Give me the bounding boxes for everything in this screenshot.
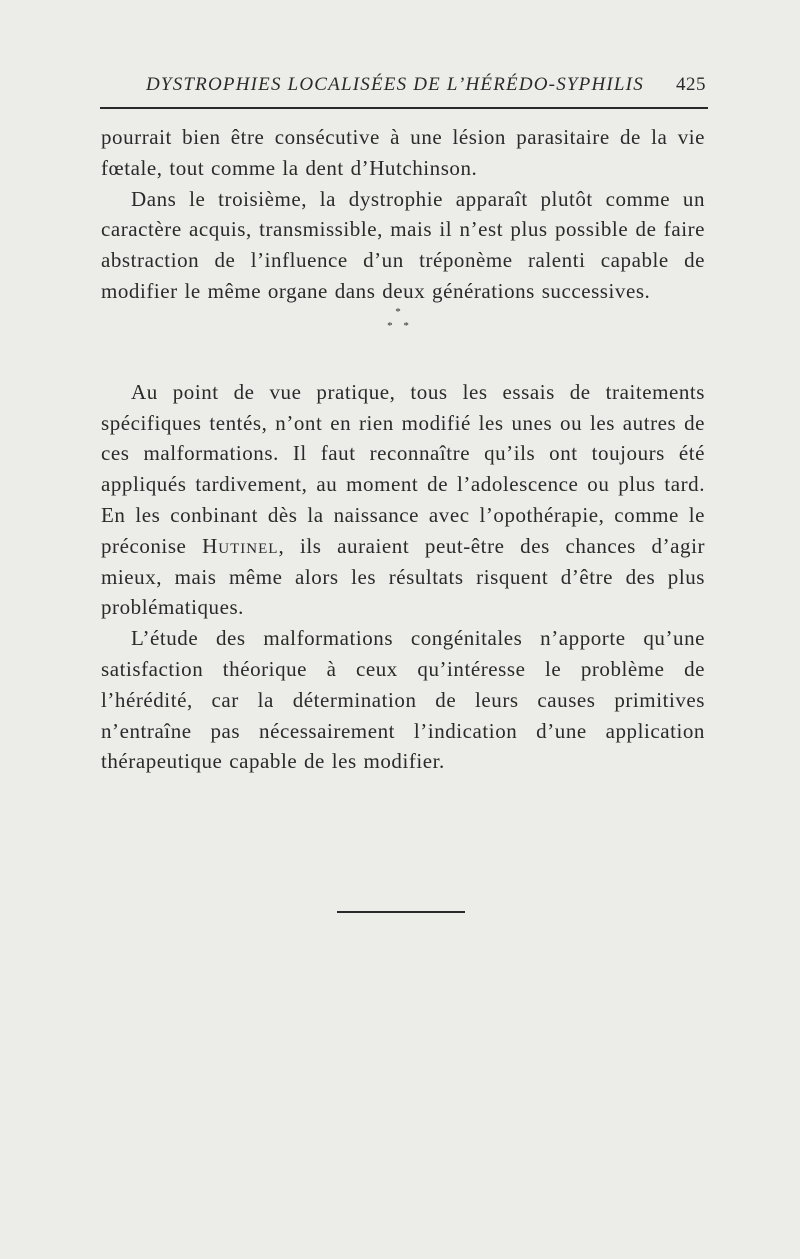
running-title: DYSTROPHIES LOCALISÉES DE L’HÉRÉDO-SYPHILIS bbox=[146, 74, 644, 95]
paragraph-conclusion: L’étude des malformations congénitales n’apporte qu’une satisfaction théorique à ceux qu’intéresse le problème de l’hérédité, car la détermination de leurs causes primitives n’entraîne pas nécessairement l’indication d’une application thérapeutique capable de les modifier. bbox=[101, 626, 705, 774]
body-text bbox=[101, 122, 705, 777]
running-head bbox=[100, 74, 710, 106]
paragraph-continuation: pourrait bien être consécutive à une lésion parasitaire de la vie fœtale, tout comme la dent d’Hutchinson. bbox=[101, 125, 705, 180]
end-rule bbox=[337, 911, 465, 913]
paragraph-practical-view bbox=[101, 377, 705, 623]
header-rule bbox=[100, 107, 708, 109]
paragraph-third-case: Dans le troisième, la dystrophie apparaît plutôt comme un caractère acquis, transmissible, mais il n’est plus possible de faire abstraction de l’influence d’un tréponème ralenti capable de modifier le même organe dans deux générations successives. bbox=[101, 186, 705, 303]
asterism-top-star: * bbox=[395, 306, 405, 318]
asterism-bottom-stars: * * bbox=[387, 320, 413, 332]
author-name: Hutinel bbox=[202, 533, 279, 558]
paragraph-practical-text: Au point de vue pratique, tous les essais de traitements spécifiques tentés, n’ont en rien modifié les unes ou les autres de ces malformations. Il faut reconnaître qu’ils ont toujours été appliqués tardivement, au moment de l’adolescence ou plus tard. En les conbinant dès la naissance avec l’opothérapie, comme le préconise bbox=[101, 379, 705, 558]
paragraph-practical-text-end: , ils auraient peut-être des chances d’agir mieux, mais même alors les résultats risquent d’être des plus problématiques. bbox=[101, 533, 705, 620]
page-number: 425 bbox=[676, 74, 706, 95]
